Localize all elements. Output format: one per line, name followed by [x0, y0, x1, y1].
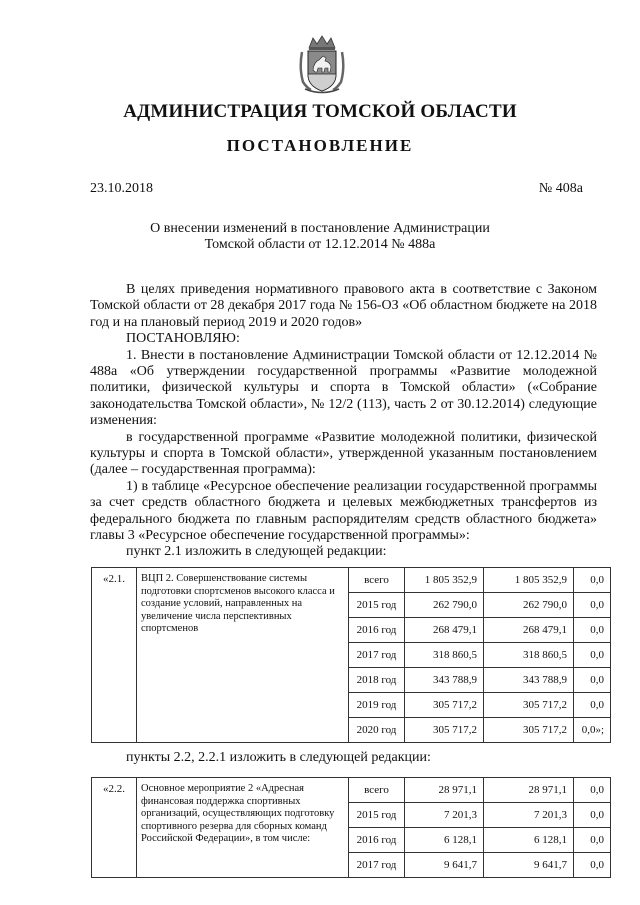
- document-subject: [0, 221, 640, 253]
- total-cell: 305 717,2: [405, 718, 484, 743]
- regional-budget-cell: 9 641,7: [484, 853, 574, 878]
- resource-table-2-1: [91, 567, 611, 743]
- regional-budget-cell: 262 790,0: [484, 593, 574, 618]
- federal-budget-cell: 0,0: [574, 803, 611, 828]
- year-cell: 2016 год: [349, 828, 405, 853]
- program-paragraph: в государственной программе «Развитие молодежной политики, физической культуры и спорта в Томской области», утвержденной указанным постановлением (далее – государственная программа):: [90, 429, 597, 478]
- federal-budget-cell: 0,0: [574, 643, 611, 668]
- regional-budget-cell: 305 717,2: [484, 693, 574, 718]
- regional-budget-cell: 28 971,1: [484, 778, 574, 803]
- federal-budget-cell: 0,0: [574, 693, 611, 718]
- year-cell: всего: [349, 568, 405, 593]
- year-cell: 2017 год: [349, 853, 405, 878]
- federal-budget-cell: 0,0»;: [574, 718, 611, 743]
- federal-budget-cell: 0,0: [574, 618, 611, 643]
- resolve-heading: ПОСТАНОВЛЯЮ:: [126, 331, 240, 347]
- section-2-2-label: пункты 2.2, 2.2.1 изложить в следующей редакции:: [126, 750, 431, 765]
- total-cell: 268 479,1: [405, 618, 484, 643]
- document-date: 23.10.2018: [90, 181, 153, 196]
- federal-budget-cell: 0,0: [574, 828, 611, 853]
- regional-budget-cell: 343 788,9: [484, 668, 574, 693]
- resource-table-2-2: [91, 777, 611, 878]
- year-cell: 2015 год: [349, 803, 405, 828]
- table-row: [92, 778, 611, 803]
- total-cell: 1 805 352,9: [405, 568, 484, 593]
- subject-line-1: О внесении изменений в постановление Администрации: [150, 221, 490, 236]
- federal-budget-cell: 0,0: [574, 668, 611, 693]
- subject-line-2: Томской области от 12.12.2014 № 488а: [204, 237, 436, 252]
- total-cell: 28 971,1: [405, 778, 484, 803]
- item-number-cell: «2.1.: [92, 568, 137, 743]
- federal-budget-cell: 0,0: [574, 593, 611, 618]
- subclause-1-paragraph: 1) в таблице «Ресурсное обеспечение реализации государственной программы за счет средств областного бюджета и целевых межбюджетных трансфертов из федерального бюджета по главным распорядителям средств областного бюджета» главы 3 «Ресурсное обеспечение государственной программы»:: [90, 478, 597, 544]
- total-cell: 343 788,9: [405, 668, 484, 693]
- clause-1-paragraph: 1. Внести в постановление Администрации Томской области от 12.12.2014 № 488а «Об утверждении государственной программы «Развитие молодежной политики, физической культуры и спорта в Томской области» («Собрание законодательства Томской области», № 12/2 (113), часть 2 от 30.12.2014) следующие изменения:: [90, 347, 597, 429]
- regional-budget-cell: 318 860,5: [484, 643, 574, 668]
- item-number-cell: «2.2.: [92, 778, 137, 878]
- total-cell: 305 717,2: [405, 693, 484, 718]
- document-kind: ПОСТАНОВЛЕНИЕ: [226, 136, 414, 155]
- year-cell: 2020 год: [349, 718, 405, 743]
- regional-budget-cell: 268 479,1: [484, 618, 574, 643]
- year-cell: 2018 год: [349, 668, 405, 693]
- document-number: № 408а: [538, 181, 583, 196]
- total-cell: 6 128,1: [405, 828, 484, 853]
- preamble-paragraph: В целях приведения нормативного правового акта в соответствие с Законом Томской области от 28 декабря 2017 года № 156-ОЗ «Об областном бюджете на 2018 год и на плановый период 2019 и 2020 годов»: [90, 282, 597, 330]
- tomsk-coat-of-arms-icon: [299, 34, 345, 94]
- section-2-1-label: пункт 2.1 изложить в следующей редакции:: [126, 544, 387, 559]
- regional-budget-cell: 7 201,3: [484, 803, 574, 828]
- federal-budget-cell: 0,0: [574, 568, 611, 593]
- table-row: [92, 568, 611, 593]
- federal-budget-cell: 0,0: [574, 778, 611, 803]
- year-cell: 2017 год: [349, 643, 405, 668]
- year-cell: всего: [349, 778, 405, 803]
- organization-title: АДМИНИСТРАЦИЯ ТОМСКОЙ ОБЛАСТИ: [123, 101, 517, 122]
- regional-budget-cell: 6 128,1: [484, 828, 574, 853]
- regional-budget-cell: 1 805 352,9: [484, 568, 574, 593]
- total-cell: 262 790,0: [405, 593, 484, 618]
- year-cell: 2019 год: [349, 693, 405, 718]
- item-description-cell: ВЦП 2. Совершенствование системы подготовки спортсменов высокого класса и создание условий, направленных на увеличение числа перспективных спортсменов: [137, 568, 349, 743]
- total-cell: 7 201,3: [405, 803, 484, 828]
- regional-budget-cell: 305 717,2: [484, 718, 574, 743]
- year-cell: 2016 год: [349, 618, 405, 643]
- federal-budget-cell: 0,0: [574, 853, 611, 878]
- total-cell: 318 860,5: [405, 643, 484, 668]
- total-cell: 9 641,7: [405, 853, 484, 878]
- year-cell: 2015 год: [349, 593, 405, 618]
- document-body: [90, 282, 597, 545]
- item-description-cell: Основное мероприятие 2 «Адресная финансовая поддержка спортивных организаций, осуществляющих подготовку спортивного резерва для сборных команд Российской Федерации», в том числе:: [137, 778, 349, 878]
